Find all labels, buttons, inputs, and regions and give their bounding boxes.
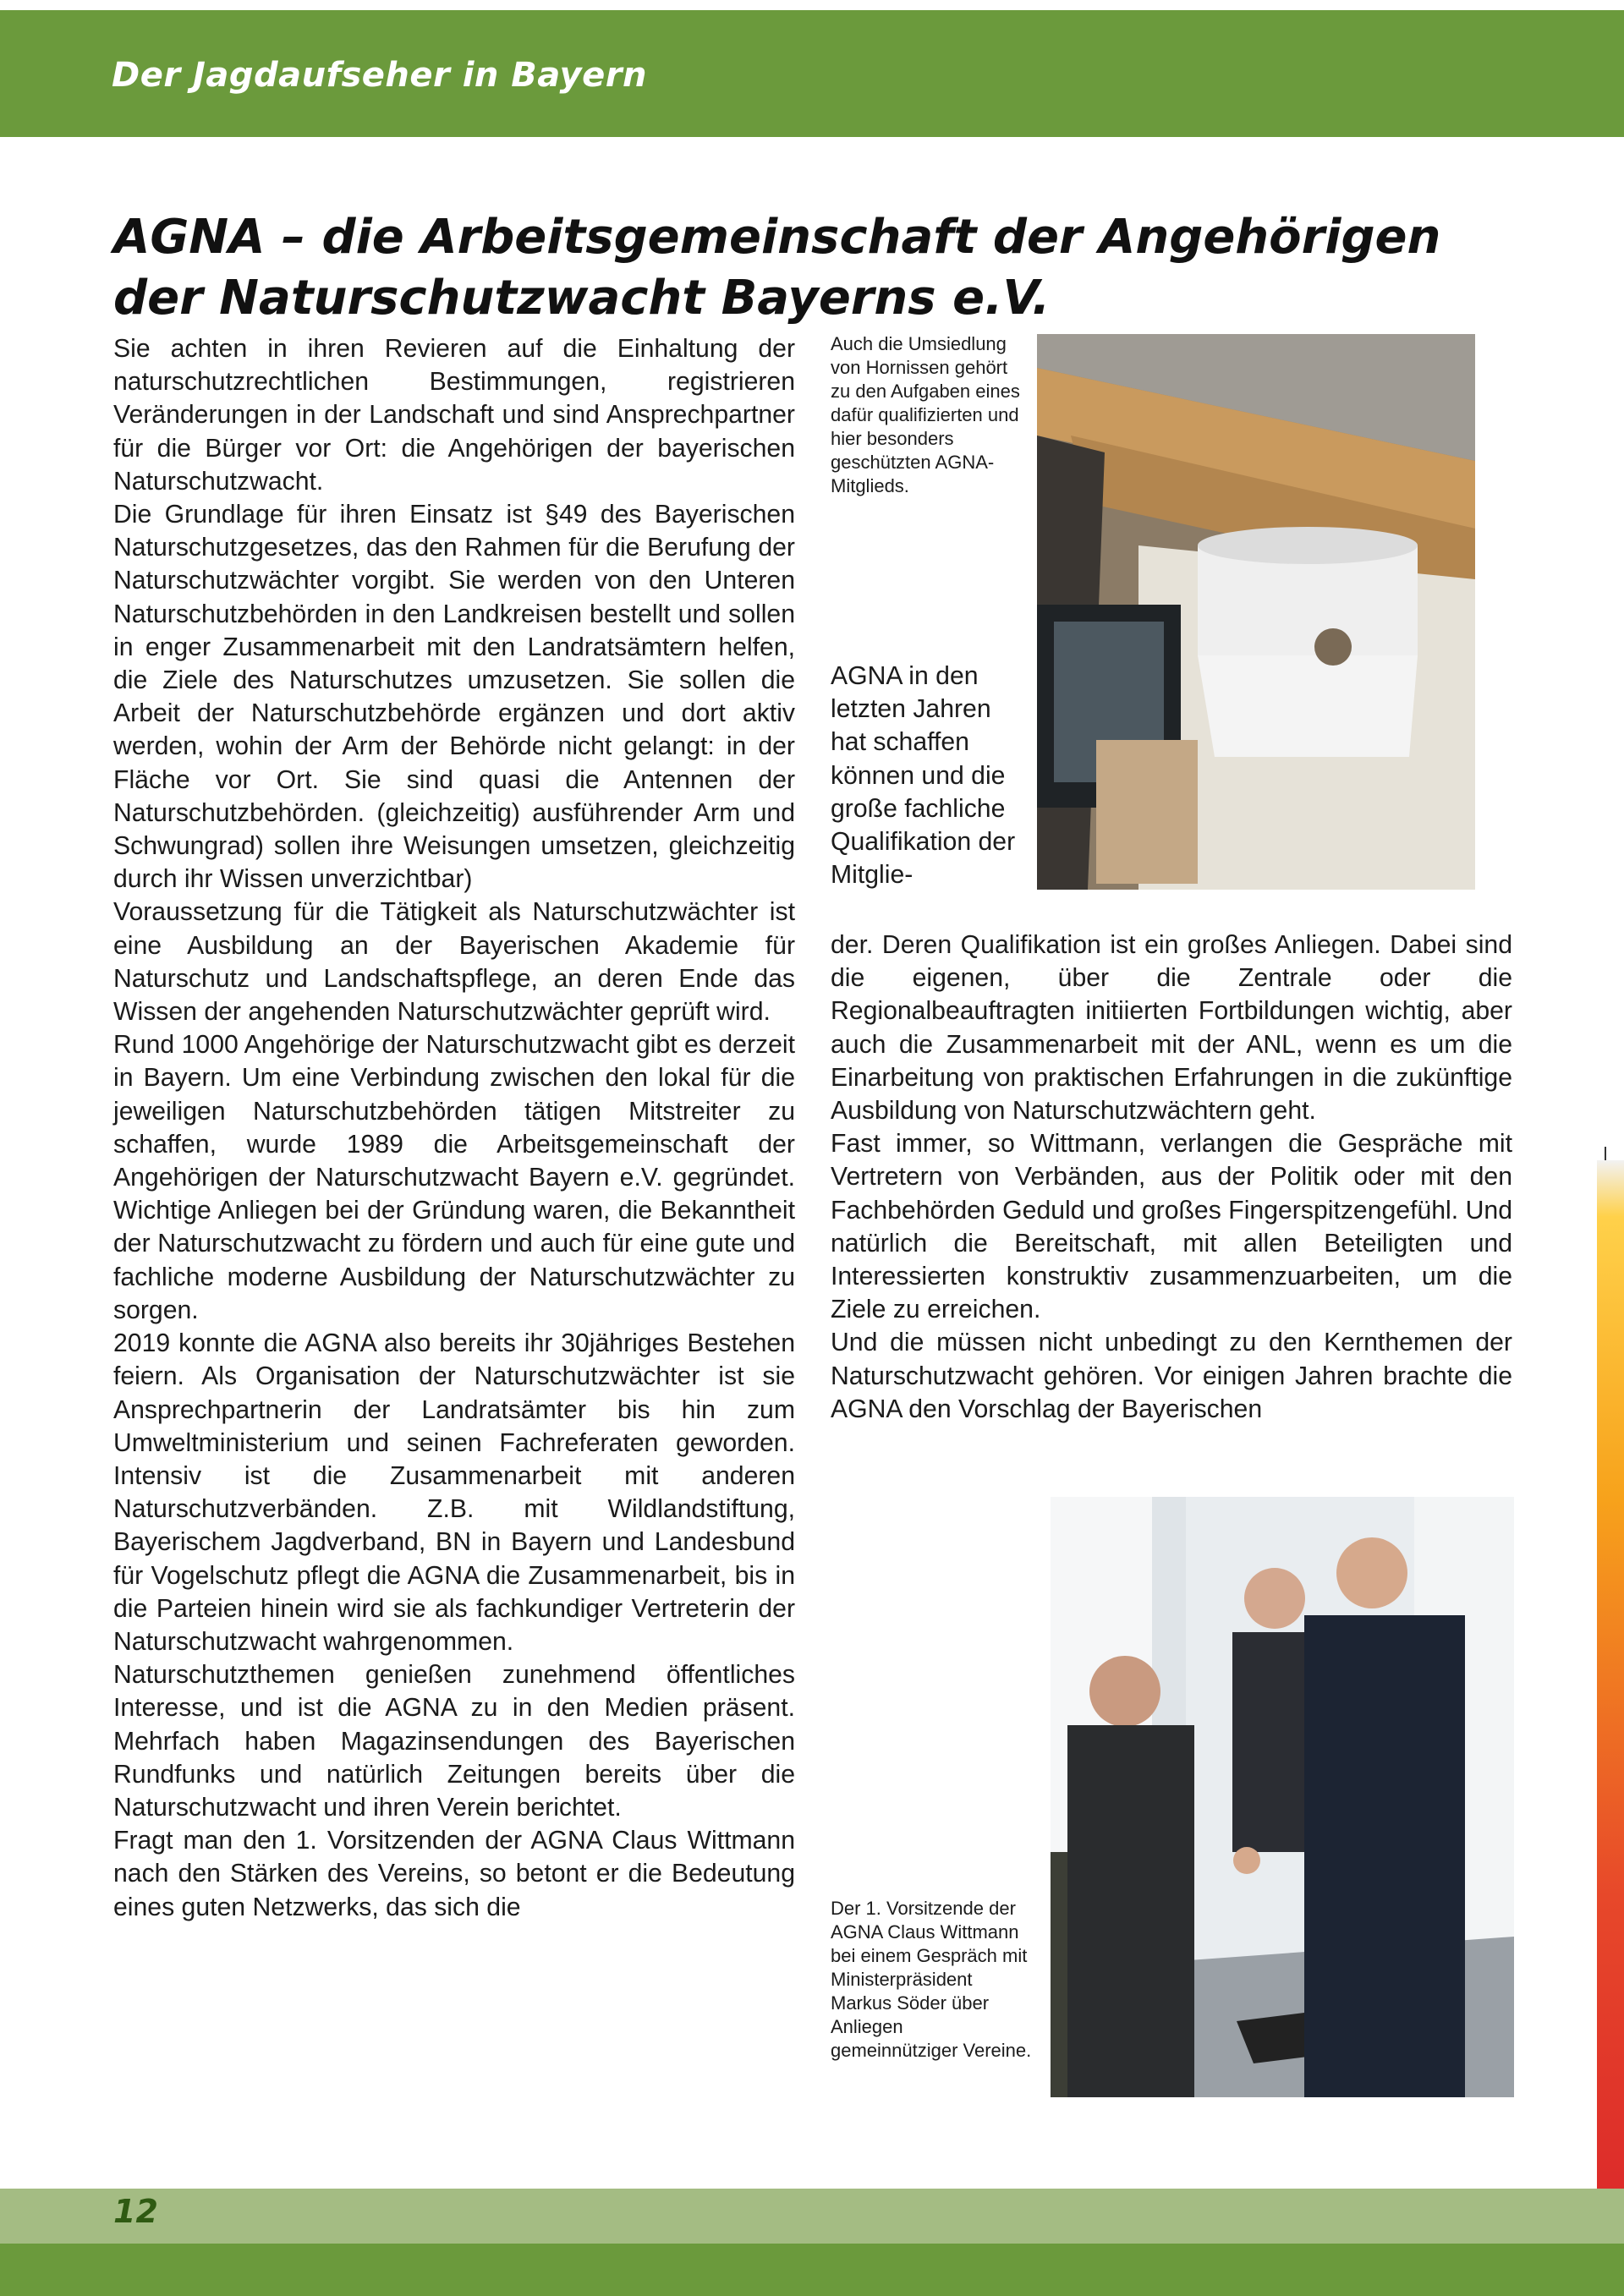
handshake-meeting-photo [1051, 1497, 1514, 2097]
paragraph: Fast immer, so Wittmann, verlangen die Gespräche mit Vertretern von Verbänden, aus der Politik oder mit den Fachbehörden Geduld und großes Fingerspitzengefühl. Und natürlich die Bereitschaft, mit allen Beteiligten und Interessierten konstruktiv zusammenzuarbeiten, um die Ziele zu erreichen. [831, 1130, 1512, 1324]
article-right-column [831, 929, 1512, 1426]
footer-band-dark [0, 2244, 1624, 2296]
article-headline: AGNA – die Arbeitsgemeinschaft der Angehörigen der Naturschutzwacht Bayerns e.V. [113, 210, 1441, 326]
page-number: 12 [113, 2193, 158, 2230]
magazine-title: Der Jagdaufseher in Bayern [112, 56, 647, 95]
hornet-photo-illustration [1037, 334, 1475, 890]
paragraph: Die Grundlage für ihren Einsatz ist §49 des Bayerischen Naturschutzgesetzes, das den Rahmen für die Berufung der Naturschutzwächter vorgibt. Sie werden von den Unteren Naturschutzbehörden in den Landkreisen bestellt und sollen in enger Zusammenarbeit mit den Landratsämtern helfen, die Ziele des Naturschutzes umzusetzen. Sie sollen die Arbeit der Naturschutzbehörde ergänzen und dort aktiv werden, wohin der Arm der Behörde nicht gelangt: in der Fläche vor Ort. Sie sind quasi die Antennen der Naturschutzbehörden. (gleichzeitig) ausführender Arm und Schwungrad) sollen ihre Weisungen umsetzen, gleichzeitig durch ihr Wissen unverzichtbar) [113, 501, 795, 894]
article-left-column [113, 332, 795, 1924]
paragraph: Naturschutzthemen genießen zunehmend öffentliches Interesse, und ist die AGNA zu in den Medien präsent. Mehrfach haben Magazinsendungen des Bayerischen Rundfunks und natürlich Zeitungen bereits über die Naturschutzwacht und ihren Verein berichtet. [113, 1661, 795, 1822]
photo-caption-hornets: Auch die Umsiedlung von Hornissen gehört zu den Aufgaben eines dafür qualifizierten und hier besonders geschützten AGNA-Mitglieds. [831, 333, 1020, 496]
paragraph: Fragt man den 1. Vorsitzenden der AGNA Claus Wittmann nach den Stärken des Vereins, so betont er die Bedeutung eines guten Netzwerks, das sich die [113, 1827, 795, 1921]
paragraph: Und die müssen nicht unbedingt zu den Kernthemen der Naturschutzwacht gehören. Vor einigen Jahren brachte die AGNA den Vorschlag der Bayerischen [831, 1329, 1512, 1423]
article-right-narrow-text: AGNA in den letzten Jahren hat schaffen können und die große fachliche Qualifikation der Mitglie- [831, 662, 1016, 890]
photo-caption-meeting: Der 1. Vorsitzende der AGNA Claus Wittmann bei einem Gespräch mit Ministerpräsident Markus Söder über Anliegen gemeinnütziger Vereine. [831, 1898, 1032, 2061]
paragraph: 2019 konnte die AGNA also bereits ihr 30jähriges Bestehen feiern. Als Organisation der Naturschutzwächter ist sie Ansprechpartnerin der Landratsämter bis hin zum Umweltministerium und seinen Fachreferaten geworden. Intensiv ist die Zusammenarbeit mit anderen Naturschutzverbänden. Z.B. mit Wildlandstiftung, Bayerischem Jagdverband, BN in Bayern und Landesbund für Vogelschutz pflegt die AGNA die Zusammenarbeit, bis in die Parteien hinein wird sie als fachkundiger Vertreterin der Naturschutzwacht wahrgenommen. [113, 1329, 795, 1656]
footer-band-light [0, 2189, 1624, 2244]
meeting-photo-illustration [1051, 1497, 1514, 2097]
hornet-relocation-photo [1037, 334, 1475, 890]
paragraph: Rund 1000 Angehörige der Naturschutzwacht gibt es derzeit in Bayern. Um eine Verbindung zwischen den lokal für die jeweiligen Naturschutzbehörden tätigen Mitstreiter zu schaffen, wurde 1989 die Arbeitsgemeinschaft der Angehörigen der Naturschutzwacht Bayern e.V. gegründet. Wichtige Anliegen bei der Gründung waren, die Bekanntheit der Naturschutzwacht zu fördern und auch für eine gute und fachliche moderne Ausbildung der Naturschutzwächter zu sorgen. [113, 1031, 795, 1324]
color-gradient-strip [1597, 1160, 1624, 2292]
paragraph: Sie achten in ihren Revieren auf die Einhaltung der naturschutzrechtlichen Bestimmungen, registrieren Veränderungen in der Landschaft und sind Ansprechpartner für die Bürger vor Ort: die Angehörigen der bayerischen Naturschutzwacht. [113, 335, 795, 496]
paragraph: Voraussetzung für die Tätigkeit als Naturschutzwächter ist eine Ausbildung an der Bayerischen Akademie für Naturschutz und Landschaftspflege, an deren Ende das Wissen der angehenden Naturschutzwächter geprüft wird. [113, 898, 795, 1027]
paragraph: der. Deren Qualifikation ist ein großes Anliegen. Dabei sind die eigenen, über die Zentrale oder die Regionalbeauftragten initiierten Fortbildungen wichtig, aber auch die Zusammenarbeit mit der ANL, wenn es um die Einarbeitung von praktischen Erfahrungen in die zukünftige Ausbildung von Naturschutzwächtern geht. [831, 931, 1512, 1126]
